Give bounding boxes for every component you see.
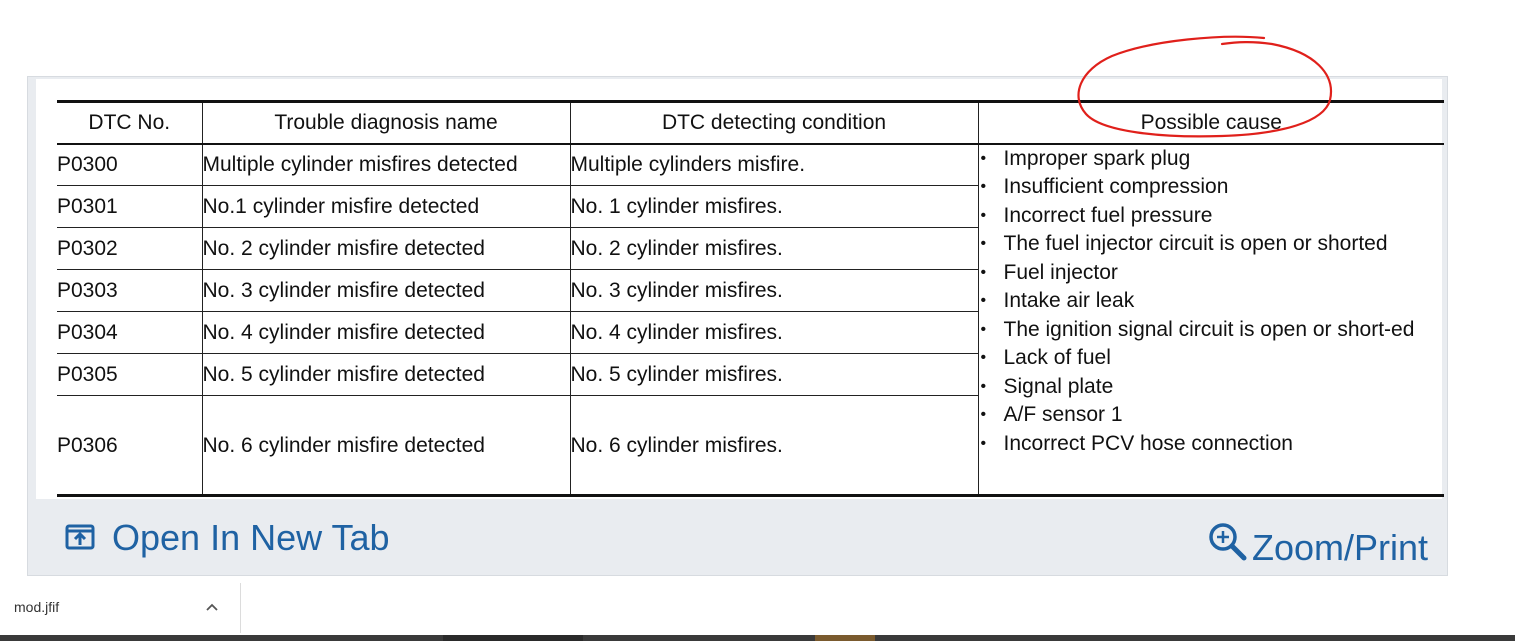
dtc-code: P0303	[57, 270, 202, 312]
dtc-table	[57, 100, 1444, 497]
dtc-code: P0305	[57, 354, 202, 396]
table-header-row	[57, 102, 1444, 144]
detecting-condition: No. 6 cylinder misfires.	[570, 396, 978, 496]
list-item: • Fuel injector	[979, 259, 1445, 288]
dtc-code: P0306	[57, 396, 202, 496]
diagnosis-name: Multiple cylinder misfires detected	[202, 144, 570, 186]
download-item[interactable]	[0, 583, 241, 633]
list-item: • Insufficient compression	[979, 173, 1445, 202]
list-item: • Lack of fuel	[979, 344, 1445, 373]
list-item: • Intake air leak	[979, 287, 1445, 316]
zoom-in-icon	[1206, 521, 1250, 565]
taskbar-segment	[815, 635, 875, 641]
dtc-code: P0302	[57, 228, 202, 270]
header-dtc-detecting-condition: DTC detecting condition	[570, 102, 978, 144]
dtc-code: P0304	[57, 312, 202, 354]
dtc-code: P0300	[57, 144, 202, 186]
open-in-new-tab-icon	[64, 521, 98, 555]
diagnosis-name: No. 6 cylinder misfire detected	[202, 396, 570, 496]
download-file-name: mod.jfif	[14, 599, 60, 615]
document-viewer	[27, 76, 1448, 576]
list-item: • The fuel injector circuit is open or shorted	[979, 230, 1445, 259]
open-in-new-tab-link[interactable]	[64, 517, 390, 559]
diagnosis-name: No. 2 cylinder misfire detected	[202, 228, 570, 270]
detecting-condition: No. 5 cylinder misfires.	[570, 354, 978, 396]
open-in-new-tab-label: Open In New Tab	[112, 517, 390, 558]
table-row	[57, 144, 1444, 186]
list-item: • A/F sensor 1	[979, 401, 1445, 430]
list-item: • Improper spark plug	[979, 145, 1445, 174]
list-item: • Incorrect fuel pressure	[979, 202, 1445, 231]
zoom-print-link[interactable]	[1206, 517, 1428, 569]
diagnosis-name: No. 3 cylinder misfire detected	[202, 270, 570, 312]
detecting-condition: No. 1 cylinder misfires.	[570, 186, 978, 228]
taskbar-strip	[0, 635, 1515, 641]
taskbar-segment	[443, 635, 583, 641]
zoom-print-label: Zoom/Print	[1251, 527, 1428, 568]
detecting-condition: No. 4 cylinder misfires.	[570, 312, 978, 354]
detecting-condition: No. 2 cylinder misfires.	[570, 228, 978, 270]
header-trouble-diagnosis-name: Trouble diagnosis name	[202, 102, 570, 144]
list-item: • Incorrect PCV hose connection	[979, 430, 1445, 459]
chevron-up-icon[interactable]	[204, 599, 220, 615]
diagnosis-name: No. 4 cylinder misfire detected	[202, 312, 570, 354]
detecting-condition: Multiple cylinders misfire.	[570, 144, 978, 186]
list-item: • Signal plate	[979, 373, 1445, 402]
list-item: • The ignition signal circuit is open or short-ed	[979, 316, 1445, 345]
diagnosis-name: No. 5 cylinder misfire detected	[202, 354, 570, 396]
download-bar	[0, 583, 1515, 641]
document-page	[36, 79, 1442, 499]
possible-cause-list	[979, 145, 1445, 459]
detecting-condition: No. 3 cylinder misfires.	[570, 270, 978, 312]
header-dtc-no: DTC No.	[57, 102, 202, 144]
diagnosis-name: No.1 cylinder misfire detected	[202, 186, 570, 228]
header-possible-cause: Possible cause	[978, 102, 1444, 144]
possible-cause-cell	[978, 144, 1444, 496]
dtc-code: P0301	[57, 186, 202, 228]
